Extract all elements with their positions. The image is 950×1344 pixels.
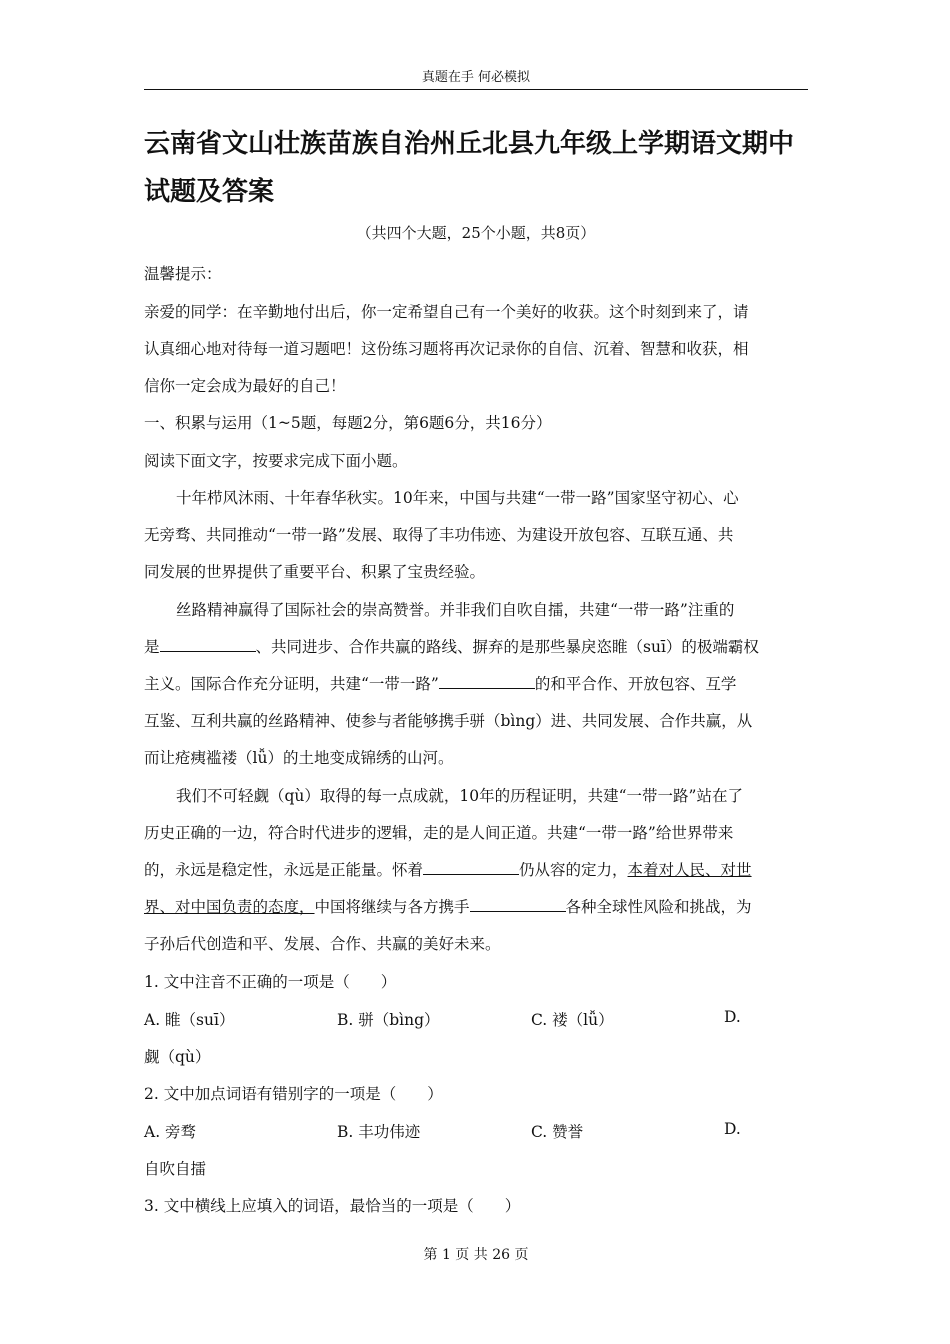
question-2-stem: 2. 文中加点词语有错别字的一项是（ ） xyxy=(144,1085,443,1103)
question-1-option-d: D. xyxy=(724,1008,741,1026)
para3-text: 中国将继续与各方携手 xyxy=(314,898,470,916)
underlined-phrase: 界、对中国负责的态度， xyxy=(144,898,315,916)
tip-label: 温馨提示： xyxy=(144,265,222,283)
document-subtitle: （共四个大题，25个小题，共8页） xyxy=(356,224,596,242)
header-rule xyxy=(144,89,808,90)
question-1-option-d-text: 觑（qù） xyxy=(144,1048,211,1066)
para3-line-4 xyxy=(144,895,808,917)
para2-line-2 xyxy=(144,635,808,657)
document-title: 云南省文山壮族苗族自治州丘北县九年级上学期语文期中试题及答案 xyxy=(144,129,795,207)
question-1-option-a: A. 睢（suī） xyxy=(144,1011,235,1029)
question-2-option-d: D. xyxy=(724,1120,741,1138)
para1-line-3: 同发展的世界提供了重要平台、积累了宝贵经验。 xyxy=(144,563,486,581)
question-3-stem: 3. 文中横线上应填入的词语，最恰当的一项是（ ） xyxy=(144,1197,521,1215)
para3-text: 各种全球性风险和挑战，为 xyxy=(565,898,752,916)
para2-text: 、共同进步、合作共赢的路线、摒弃的是那些暴戾恣睢（suī）的极端霸权 xyxy=(255,638,759,656)
question-2-option-c: C. 赞誉 xyxy=(531,1123,584,1141)
fill-blank-2 xyxy=(439,674,535,689)
para2-text: 主义。国际合作充分证明，共建“一带一路” xyxy=(144,675,439,693)
fill-blank-4 xyxy=(470,897,566,912)
para3-line-2: 历史正确的一边，符合时代进步的逻辑，走的是人间正道。共建“一带一路”给世界带来 xyxy=(144,824,734,842)
tip-line-2: 认真细心地对待每一道习题吧！这份练习题将再次记录你的自信、沉着、智慧和收获，相 xyxy=(144,340,749,358)
question-2-option-b: B. 丰功伟迹 xyxy=(337,1123,421,1141)
reading-instruction: 阅读下面文字，按要求完成下面小题。 xyxy=(144,452,408,470)
para1-line-2: 无旁骛、共同推动“一带一路”发展、取得了丰功伟迹、为建设开放包容、互联互通、共 xyxy=(144,526,734,544)
page-footer: 第 1 页 共 26 页 xyxy=(423,1247,529,1263)
para2-line-1: 丝路精神赢得了国际社会的崇高赞誉。并非我们自吹自擂，共建“一带一路”注重的 xyxy=(176,601,735,619)
para3-text: 仍从容的定力， xyxy=(519,861,628,879)
para3-line-5: 子孙后代创造和平、发展、合作、共赢的美好未来。 xyxy=(144,935,501,953)
para2-text: 的和平合作、开放包容、互学 xyxy=(534,675,737,693)
question-1-option-c: C. 褛（lǚ） xyxy=(531,1011,614,1029)
section-heading: 一、积累与运用（1~5题，每题2分，第6题6分，共16分） xyxy=(144,414,552,432)
para1-line-1: 十年栉风沐雨、十年春华秋实。10年来，中国与共建“一带一路”国家坚守初心、心 xyxy=(176,489,739,507)
question-1-stem: 1. 文中注音不正确的一项是（ ） xyxy=(144,973,397,991)
para2-line-4: 互鉴、互利共赢的丝路精神、使参与者能够携手骈（bìng）进、共同发展、合作共赢，从 xyxy=(144,712,753,730)
question-1-option-b: B. 骈（bìng） xyxy=(337,1011,440,1029)
para3-text: 的，永远是稳定性，永远是正能量。怀着 xyxy=(144,861,424,879)
tip-line-3: 信你一定会成为最好的自己！ xyxy=(144,377,346,395)
page-header: 真题在手 何必模拟 xyxy=(421,70,531,85)
fill-blank-3 xyxy=(423,860,519,875)
para2-line-3 xyxy=(144,672,808,694)
question-2-option-a: A. 旁骛 xyxy=(144,1123,197,1141)
para3-line-1: 我们不可轻觑（qù）取得的每一点成就，10年的历程证明，共建“一带一路”站在了 xyxy=(176,787,743,805)
para3-line-3 xyxy=(144,858,808,880)
tip-line-1: 亲爱的同学：在辛勤地付出后，你一定希望自己有一个美好的收获。这个时刻到来了，请 xyxy=(144,303,749,321)
para2-text: 是 xyxy=(144,638,160,656)
underlined-phrase: 本着对人民、对世 xyxy=(627,861,752,879)
question-2-option-d-text: 自吹自擂 xyxy=(144,1160,207,1178)
fill-blank-1 xyxy=(160,637,256,652)
para2-line-5: 而让疮痍褴褛（lǚ）的土地变成锦绣的山河。 xyxy=(144,749,454,767)
